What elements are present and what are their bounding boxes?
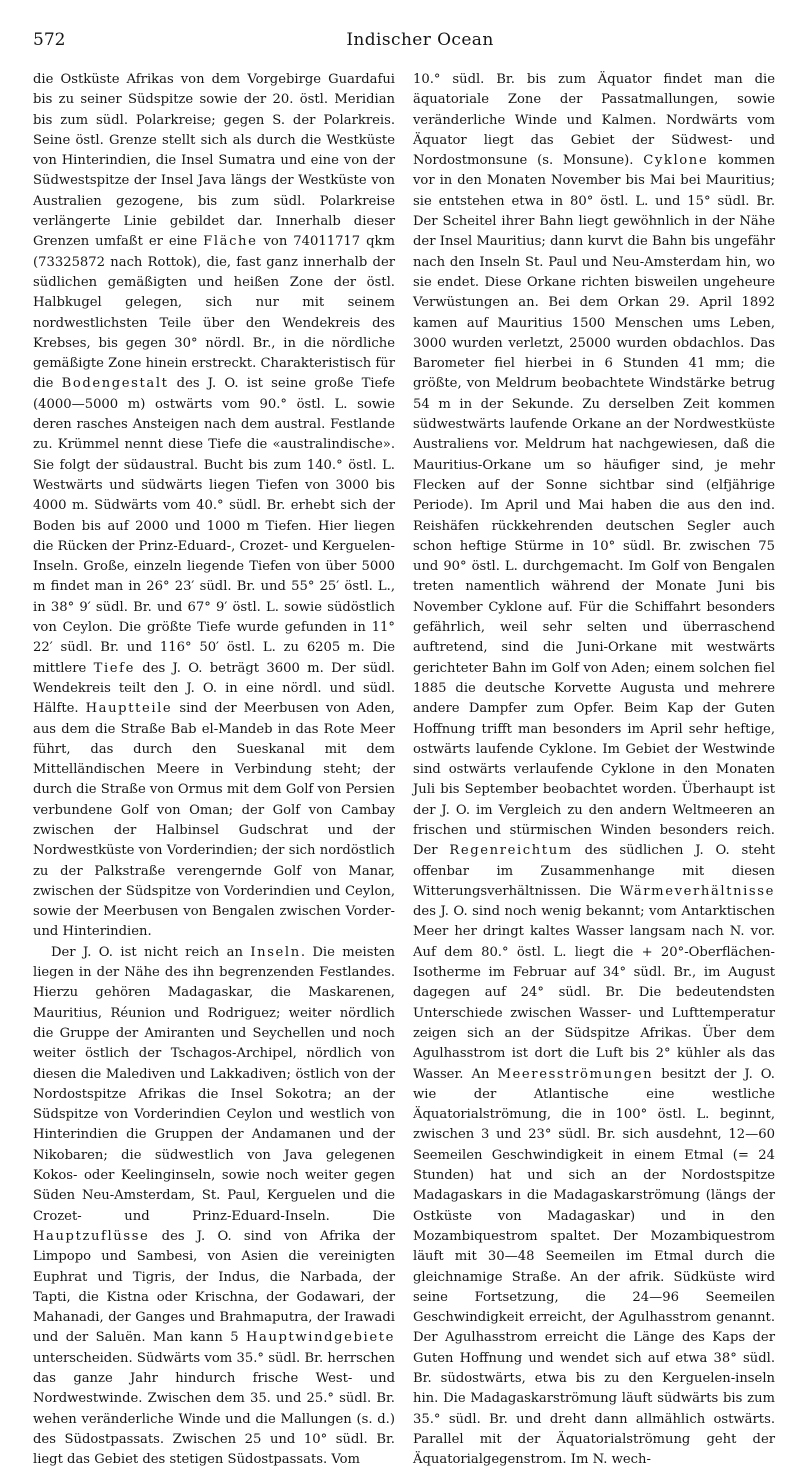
right-column (413, 70, 775, 1468)
paragraph-cyclones-currents: 10.° südl. Br. bis zum Äquator findet man die äquatoriale Zone der Passatmallungen, sowie veränderliche Winde und Kalmen. Nordwärts vom Äquator liegt das Gebiet der Südwest- und Nordostmonsune (s. Monsune). Cyklone kommen vor in den Monaten November bis Mai bei Mauritius; sie entstehen etwa in 80° östl. L. und 15° südl. Br. Der Scheitel ihrer Bahn liegt gewöhnlich in der Nähe der Insel Mauritius; dann kurvt die Bahn bis ungefähr nach den Inseln St. Paul und Neu-Amsterdam hin, wo sie endet. Diese Orkane richten bisweilen ungeheure Verwüstungen an. Bei dem Orkan 29. April 1892 kamen auf Mauritius 1500 Menschen ums Leben, 3000 wurden verletzt, 25000 wurden obdachlos. Das Barometer fiel hierbei in 6 Stunden 41 mm; die größte, von Meldrum beobachtete Windstärke betrug 54 m in der Sekunde. Zu derselben Zeit kommen südwestwärts laufende Orkane an der Nordwestküste Australiens vor. Meldrum hat nachgewiesen, daß die Mauritius-Orkane um so häufiger sind, je mehr Flecken auf der Sonne sichtbar sind (elfjährige Periode). Im April und Mai haben die aus den ind. Reishäfen rückkehrenden deutschen Segler auch schon heftige Stürme in 10° südl. Br. zwischen 75 und 90° östl. L. durchgemacht. Im Golf von Bengalen treten namentlich während der Monate Juni bis November Cyklone auf. Für die Schiffahrt besonders gefährlich, weil sehr selten und überraschend auftretend, sind die Juni-Orkane mit westwärts gerichteter Bahn im Golf von Aden; einem solchen fiel 1885 die deutsche Korvette Augusta und mehrere andere Dampfer zum Opfer. Beim Kap der Guten Hoffnung trifft man besonders im April sehr heftige, ostwärts laufende Cyklone. Im Gebiet der Westwinde sind ostwärts verlaufende Cyklone in den Monaten Juli bis September beobachtet worden. Überhaupt ist der J. O. im Vergleich zu den andern Weltmeeren an frischen und stürmischen Winden besonders reich. Der Regenreichtum des südlichen J. O. steht offenbar im Zusammenhange mit diesen Witterungsverhältnissen. Die Wärmeverhältnisse des J. O. sind noch wenig bekannt; vom Antarktischen Meer her dringt kaltes Wasser langsam nach N. vor. Auf dem 80.° östl. L. liegt die + 20°-Oberflächen-Isotherme im Februar auf 34° südl. Br., im August dagegen auf 24° südl. Br. Die bedeutendsten Unterschiede zwischen Wasser- und Lufttemperatur zeigen sich an der Südspitze Afrikas. Über dem Agulhasstrom ist dort die Luft bis 2° kühler als das Wasser. An Meeresströmungen besitzt der J. O. wie der Atlantische eine westliche Äquatorialströmung, die in 100° östl. L. beginnt, zwischen 3 und 23° südl. Br. sich ausdehnt, 12—60 Seemeilen Geschwindigkeit in einem Etmal (= 24 Stunden) hat und sich an der Nordostspitze Madagaskars in die Madagaskarströmung (längs der Ostküste von Madagaskar) und in den Mozambiquestrom spaltet. Der Mozambiquestrom läuft mit 30—48 Seemeilen im Etmal durch die gleichnamige Straße. An der afrik. Südküste wird seine Fortsetzung, die 24—96 Seemeilen Geschwindigkeit erreicht, der Agulhasstrom genannt. Der Agulhasstrom erreicht die Länge des Kaps der Guten Hoffnung und wendet sich auf etwa 38° südl. Br. südostwärts, etwa bis zu den Kerguelen-inseln hin. Die Madagaskarströmung läuft südwärts bis zum 35.° südl. Br. und dreht dann allmählich ostwärts. Parallel mit der Äquatorialströmung geht der Äquatorialgegenstrom. Im N. wech- (413, 72, 775, 1468)
paragraph-islands-rivers-winds: Der J. O. ist nicht reich an Inseln. Die meisten liegen in der Nähe des ihn begrenzenden Festlandes. Hierzu gehören Madagaskar, die Maskarenen, Mauritius, Réunion und Rodriguez; weiter nördlich die Gruppe der Amiranten und Seychellen und noch weiter östlich der Tschagos-Archipel, nördlich von diesen die Malediven und Lakkadiven; östlich von der Nordostspitze Afrikas die Insel Sokotra; an der Südspitze von Vorderindien Ceylon und westlich von Hinterindien die Gruppen der Andamanen und der Nikobaren; die südwestlich von Java gelegenen Kokos- oder Keelinginseln, sowie noch weiter gegen Süden Neu-Amsterdam, St. Paul, Kerguelen und die Crozet- und Prinz-Eduard-Inseln. Die Hauptzuflüsse des J. O. sind von Afrika der Limpopo und Sambesi, von Asien die vereinigten Euphrat und Tigris, der Indus, die Narbada, der Tapti, die Kistna oder Krischna, der Godawari, der Mahanadi, der Ganges und Brahmaputra, der Irawadi und der Saluën. Man kann 5 Hauptwindgebiete unterscheiden. Südwärts vom 35.° südl. Br. herrschen das ganze Jahr hindurch frische West- und Nordwestwinde. Zwischen dem 35. und 25.° südl. Br. wehen veränderliche Winde und die Mallungen (s. d.) des Südostpassats. Zwischen 25 und 10° südl. Br. liegt das Gebiet des stetigen Südostpassats. Vom (33, 944, 395, 1468)
left-column (33, 70, 395, 1468)
page-number: 572 (33, 30, 66, 50)
paragraph-boundaries-depth: die Ostküste Afrikas von dem Vorgebirge Guardafui bis zu seiner Südspitze sowie der 20. östl. Meridian bis zum südl. Polarkreise; gegen S. der Polarkreis. Seine östl. Grenze stellt sich als durch die Westküste von Hinterindien, die Insel Sumatra und eine von der Südwestspitze der Insel Java längs der Westküste von Australien gezogene, bis zum südl. Polarkreise verlängerte Linie gebildet dar. Innerhalb dieser Grenzen umfaßt er eine Fläche von 74011717 qkm (73325872 nach Rottok), die, fast ganz innerhalb der südlichen gemäßigten und heißen Zone der östl. Halbkugel gelegen, sich nur mit seinem nordwestlichsten Teile über den Wendekreis des Krebses, bis gegen 30° nördl. Br., in die nördliche gemäßigte Zone hinein erstreckt. Charakteristisch für die Bodengestalt des J. O. ist seine große Tiefe (4000—5000 m) ostwärts vom 90.° östl. L. sowie deren rasches Ansteigen nach dem austral. Festlande zu. Krümmel nennt diese Tiefe die «australindische». Sie folgt der südaustral. Bucht bis zum 140.° östl. L. Westwärts und südwärts liegen Tiefen von 3000 bis 4000 m. Südwärts vom 40.° südl. Br. erhebt sich der Boden bis auf 2000 und 1000 m Tiefen. Hier liegen die Rücken der Prinz-Eduard-, Crozet- und Kerguelen-Inseln. Große, einzeln liegende Tiefen von über 5000 m findet man in 26° 23′ südl. Br. und 55° 25′ östl. L., in 38° 9′ südl. Br. und 67° 9′ östl. L. sowie südöstlich von Ceylon. Die größte Tiefe wurde gefunden in 11° 22′ südl. Br. und 116° 50′ östl. L. zu 6205 m. Die mittlere Tiefe des J. O. beträgt 3600 m. Der südl. Wendekreis teilt den J. O. in eine nördl. und südl. Hälfte. Hauptteile sind der Meerbusen von Aden, aus dem die Straße Bab el-Mandeb in das Rote Meer führt, das durch den Sueskanal mit dem Mittelländischen Meere in Verbindung steht; der durch die Straße von Ormus mit dem Golf von Persien verbundene Golf von Oman; der Golf von Cambay zwischen der Halbinsel Gudschrat und der Nordwestküste von Vorderindien; der sich nordöstlich zu der Palkstraße verengernde Golf von Manar, zwischen der Südspitze von Vorderindien und Ceylon, sowie der Meerbusen von Bengalen zwischen Vorder- und Hinterindien. (33, 72, 395, 940)
running-title: Indischer Ocean (346, 30, 494, 50)
